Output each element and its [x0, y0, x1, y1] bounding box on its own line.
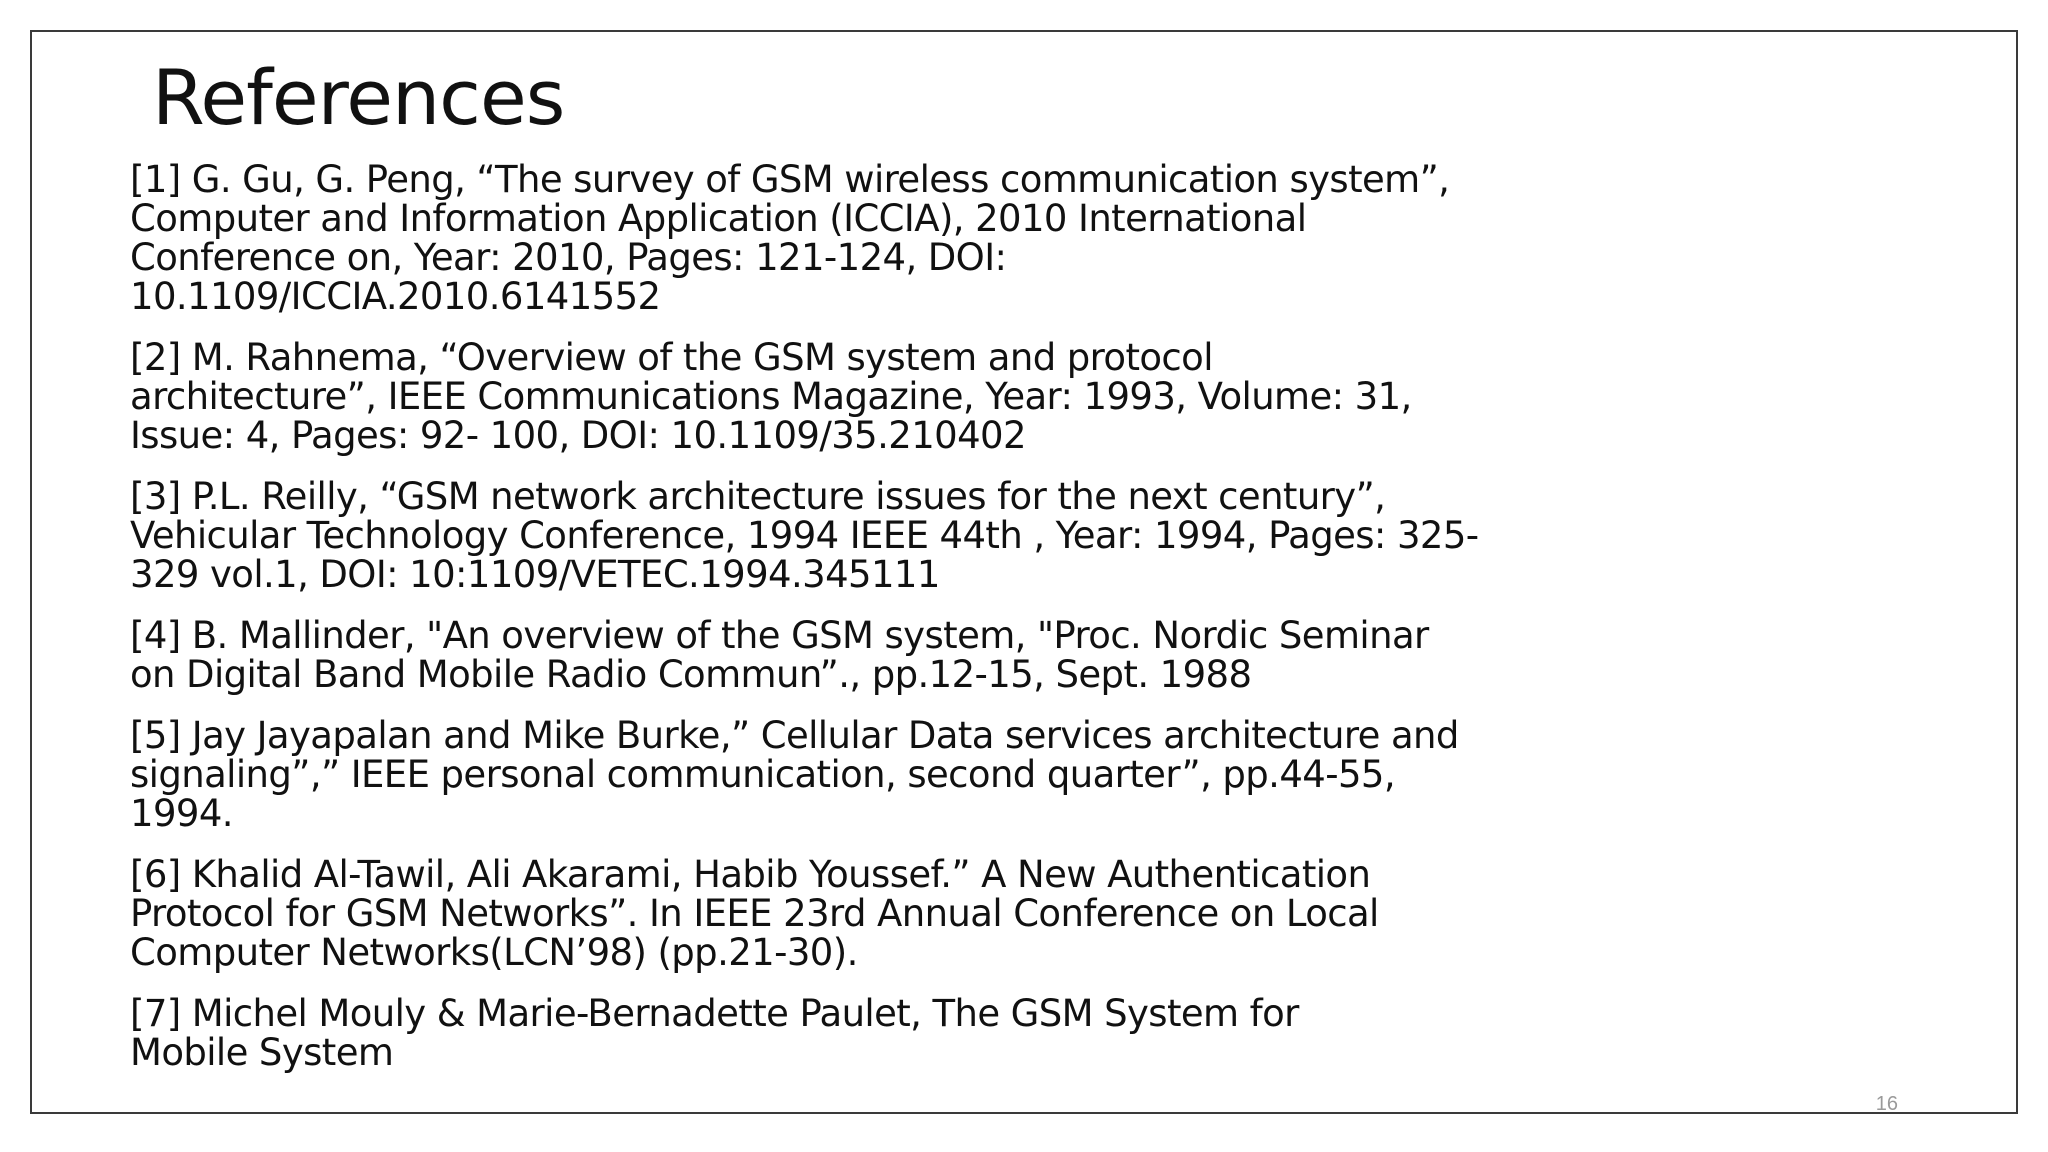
- reference-item-1: [1] G. Gu, G. Peng, “The survey of GSM wireless communication system”, Computer and Information Application (ICCIA), 2010 International Conference on, Year: 2010, Pages: 121-124, DOI: 10.1109/ICCIA.2010.6141552: [130, 158, 1450, 318]
- reference-item-3: [3] P.L. Reilly, “GSM network architecture issues for the next century”, Vehicular Technology Conference, 1994 IEEE 44th , Year: 1994, Pages: 325- 329 vol.1, DOI: 10:1109/VETEC.1994.345111: [130, 475, 1479, 596]
- slide-title: References: [152, 53, 565, 142]
- reference-item-6: [6] Khalid Al-Tawil, Ali Akarami, Habib Youssef.” A New Authentication Protocol for GSM Networks”. In IEEE 23rd Annual Conference on Local Computer Networks(LCN’98) (pp.21-30).: [130, 853, 1379, 974]
- slide-number: 16: [1875, 1093, 1898, 1115]
- reference-item-5: [5] Jay Jayapalan and Mike Burke,” Cellular Data services architecture and signaling”,” IEEE personal communication, second quarter”, pp.44-55, 1994.: [130, 714, 1459, 835]
- reference-item-4: [4] B. Mallinder, "An overview of the GSM system, "Proc. Nordic Seminar on Digital Band Mobile Radio Commun”., pp.12-15, Sept. 1988: [130, 614, 1429, 696]
- reference-item-2: [2] M. Rahnema, “Overview of the GSM system and protocol architecture”, IEEE Communications Magazine, Year: 1993, Volume: 31, Issue: 4, Pages: 92- 100, DOI: 10.1109/35.210402: [130, 336, 1412, 457]
- reference-list: [130, 160, 1590, 1094]
- reference-item-7: [7] Michel Mouly & Marie-Bernadette Paulet, The GSM System for Mobile System: [130, 992, 1299, 1074]
